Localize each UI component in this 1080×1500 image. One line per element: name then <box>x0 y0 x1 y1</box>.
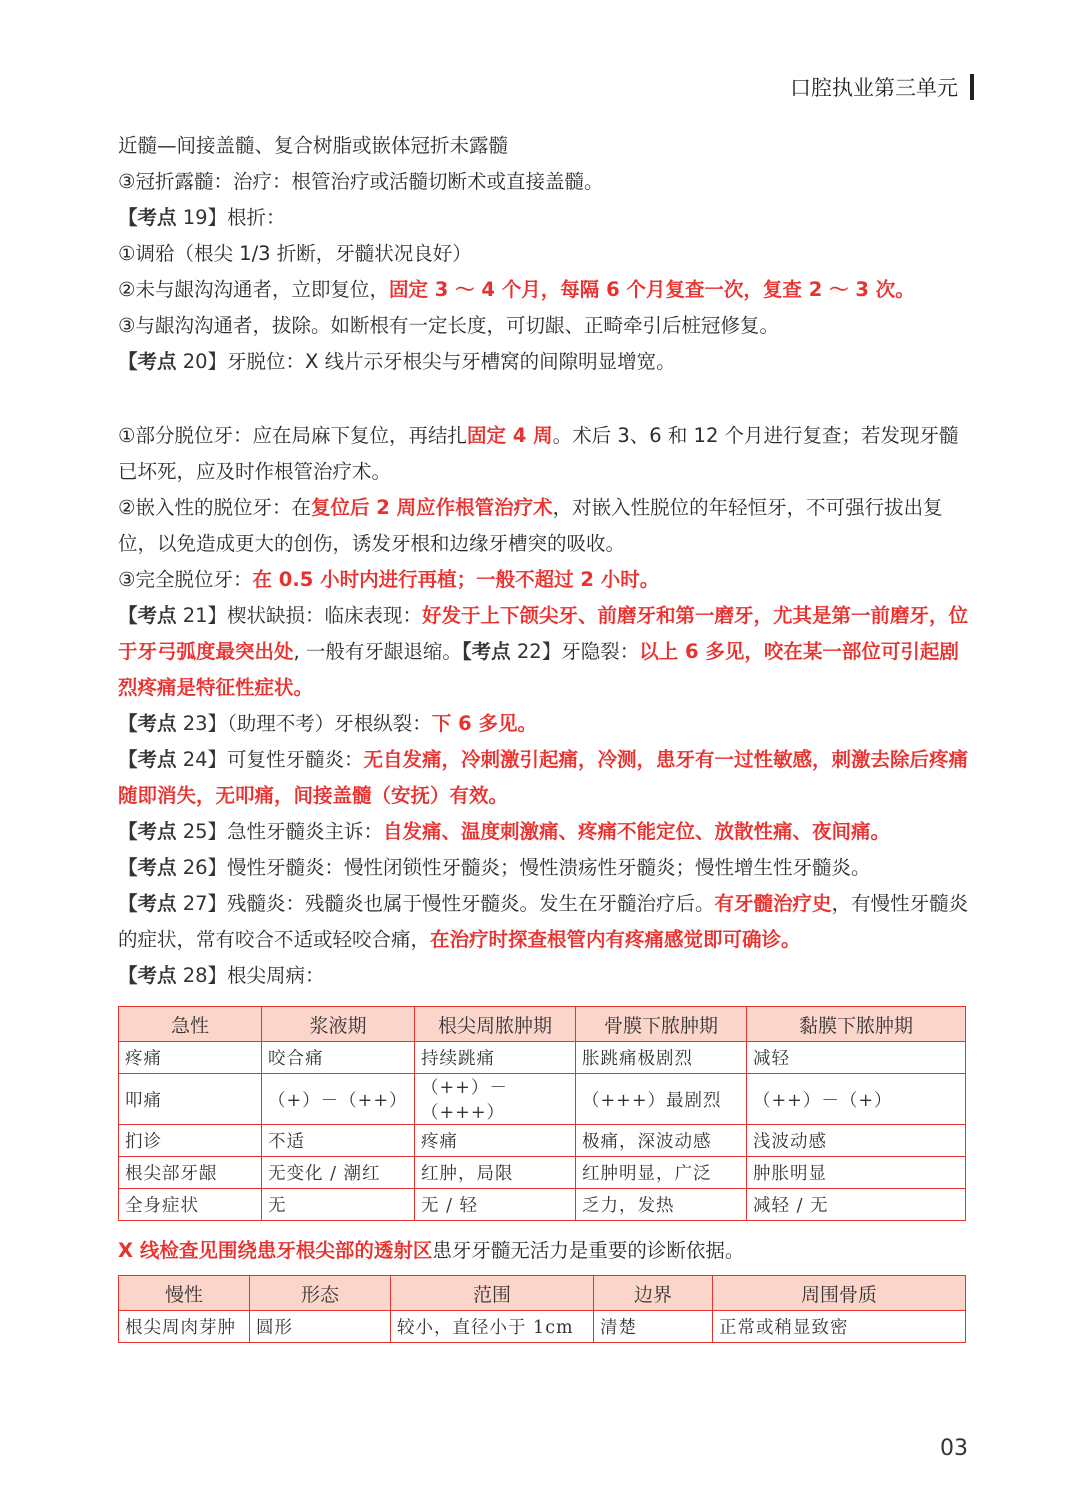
highlight-text: 在 0.5 小时内进行再植；一般不超过 2 小时。 <box>252 568 660 591</box>
table-header-row <box>119 1007 966 1042</box>
text-paragraph: ①部分脱位牙：应在局麻下复位，再结扎固定 4 周。术后 3、6 和 12 个月进行复查；若发现牙髓已坏死，应及时作根管治疗术。 <box>118 424 959 483</box>
table-cell: 疼痛 <box>119 1042 262 1074</box>
chronic-periapical-table <box>118 1275 966 1343</box>
text-line: ③与龈沟沟通者，拔除。如断根有一定长度，可切龈、正畸牵引后桩冠修复。 <box>118 314 779 337</box>
table-cell: 肿胀明显 <box>747 1157 966 1189</box>
text-line: ①调𬌗（根尖 1/3 折断，牙髓状况良好） <box>118 242 472 265</box>
highlight-text: 无自发痛，冷刺激引起痛，冷测，患牙有一过性敏感，刺激去除后疼痛随即消失，无叩痛，间接盖髓（安抚）有效。 <box>118 748 969 807</box>
running-header <box>790 72 974 102</box>
table-cell: 根尖部牙龈 <box>119 1157 262 1189</box>
table-header-cell: 慢性 <box>119 1276 250 1311</box>
kaodian-24: 【考点 24】可复性牙髓炎：无自发痛，冷刺激引起痛，冷测，患牙有一过性敏感，刺激去除后疼痛随即消失，无叩痛，间接盖髓（安抚）有效。 <box>118 748 969 807</box>
table-header-cell: 边界 <box>594 1276 713 1311</box>
text-line: ③完全脱位牙：在 0.5 小时内进行再植；一般不超过 2 小时。 <box>118 568 660 591</box>
table-cell: 持续跳痛 <box>415 1042 576 1074</box>
table-cell: 乏力，发热 <box>576 1189 747 1221</box>
text-paragraph: ②嵌入性的脱位牙：在复位后 2 周应作根管治疗术，对嵌入性脱位的年轻恒牙，不可强行拔出复位，以免造成更大的创伤，诱发牙根和边缘牙槽突的吸收。 <box>118 496 943 555</box>
table-cell: 扪诊 <box>119 1125 262 1157</box>
table-cell: 无 / 轻 <box>415 1189 576 1221</box>
xray-note: X 线检查见围绕患牙根尖部的透射区患牙牙髓无活力是重要的诊断依据。 <box>118 1239 745 1262</box>
kaodian-25: 【考点 25】急性牙髓炎主诉：自发痛、温度刺激痛、疼痛不能定位、放散性痛、夜间痛。 <box>118 820 891 843</box>
table-cell: 无 <box>262 1189 415 1221</box>
table-cell: 减轻 <box>747 1042 966 1074</box>
table-cell: （++）－（+++） <box>415 1074 576 1125</box>
text-line: 近髓—间接盖髓、复合树脂或嵌体冠折未露髓 <box>118 134 509 157</box>
table-cell: 无变化 / 潮红 <box>262 1157 415 1189</box>
kaodian-20: 【考点 20】牙脱位：X 线片示牙根尖与牙槽窝的间隙明显增宽。 <box>118 350 676 373</box>
table-cell: 清楚 <box>594 1311 713 1343</box>
highlight-text: 自发痛、温度刺激痛、疼痛不能定位、放散性痛、夜间痛。 <box>383 820 891 843</box>
table-row <box>119 1189 966 1221</box>
table-header-cell: 根尖周脓肿期 <box>415 1007 576 1042</box>
table-header-cell: 形态 <box>250 1276 391 1311</box>
highlight-text: 下 6 多见。 <box>431 712 537 735</box>
table-header-cell: 浆液期 <box>262 1007 415 1042</box>
table-cell: 极痛，深波动感 <box>576 1125 747 1157</box>
table-cell: 较小，直径小于 1cm <box>391 1311 594 1343</box>
table-header-row <box>119 1276 966 1311</box>
text-line: ③冠折露髓：治疗：根管治疗或活髓切断术或直接盖髓。 <box>118 170 604 193</box>
table-cell: 红肿明显，广泛 <box>576 1157 747 1189</box>
table-cell: 不适 <box>262 1125 415 1157</box>
highlight-text: 有牙髓治疗史 <box>714 892 832 915</box>
highlight-text: 固定 4 周 <box>466 424 553 447</box>
kaodian-27: 【考点 27】残髓炎：残髓炎也属于慢性牙髓炎。发生在牙髓治疗后。有牙髓治疗史，有慢性牙髓炎的症状，常有咬合不适或轻咬合痛，在治疗时探查根管内有疼痛感觉即可确诊。 <box>118 892 969 951</box>
table-header-cell: 黏膜下脓肿期 <box>747 1007 966 1042</box>
kaodian-28: 【考点 28】根尖周病： <box>118 964 325 987</box>
acute-periapical-table <box>118 1006 966 1221</box>
table-header-cell: 骨膜下脓肿期 <box>576 1007 747 1042</box>
table-cell: 减轻 / 无 <box>747 1189 966 1221</box>
highlight-text: X 线检查见围绕患牙根尖部的透射区 <box>118 1239 433 1262</box>
table-cell: 全身症状 <box>119 1189 262 1221</box>
table-cell: （+++）最剧烈 <box>576 1074 747 1125</box>
table-cell: （++）－（+） <box>747 1074 966 1125</box>
table-cell: 叩痛 <box>119 1074 262 1125</box>
spacer <box>118 380 970 418</box>
highlight-text: 固定 3 ～ 4 个月，每隔 6 个月复查一次，复查 2 ～ 3 次。 <box>388 278 915 301</box>
table-row <box>119 1311 966 1343</box>
table-row <box>119 1042 966 1074</box>
table-cell: 根尖周肉芽肿 <box>119 1311 250 1343</box>
highlight-text: 复位后 2 周应作根管治疗术 <box>310 496 553 519</box>
header-bar <box>970 74 974 100</box>
text-line: ②未与龈沟沟通者，立即复位，固定 3 ～ 4 个月，每隔 6 个月复查一次，复查 2 ～ 3 次。 <box>118 278 915 301</box>
highlight-text: 好发于上下颌尖牙、前磨牙和第一磨牙，尤其是第一前磨牙，位于牙弓弧度最突出处 <box>118 604 969 663</box>
table-cell: （+）－（++） <box>262 1074 415 1125</box>
table-cell: 红肿，局限 <box>415 1157 576 1189</box>
page-number: 03 <box>940 1436 968 1461</box>
highlight-text: 以上 6 多见，咬在某一部位可引起剧烈疼痛是特征性症状。 <box>118 640 959 699</box>
highlight-text: 在治疗时探查根管内有疼痛感觉即可确诊。 <box>430 928 801 951</box>
kaodian-19: 【考点 19】根折： <box>118 206 286 229</box>
kaodian-26: 【考点 26】慢性牙髓炎：慢性闭锁性牙髓炎；慢性溃疡性牙髓炎；慢性增生性牙髓炎。 <box>118 856 871 879</box>
table-header-cell: 急性 <box>119 1007 262 1042</box>
table-cell: 圆形 <box>250 1311 391 1343</box>
table-cell: 咬合痛 <box>262 1042 415 1074</box>
header-title: 口腔执业第三单元 <box>790 76 958 100</box>
table-row <box>119 1125 966 1157</box>
table-cell: 疼痛 <box>415 1125 576 1157</box>
kaodian-21-22: 【考点 21】楔状缺损：临床表现：好发于上下颌尖牙、前磨牙和第一磨牙，尤其是第一前磨牙，位于牙弓弧度最突出处, 一般有牙龈退缩。【考点 22】牙隐裂：以上 6 多见，咬在某一部位可引起剧烈疼痛是特征性症状。 <box>118 604 969 699</box>
table-row <box>119 1157 966 1189</box>
table-header-cell: 范围 <box>391 1276 594 1311</box>
table-row <box>119 1074 966 1125</box>
table-cell: 正常或稍显致密 <box>713 1311 966 1343</box>
table-cell: 浅波动感 <box>747 1125 966 1157</box>
table-cell: 胀跳痛极剧烈 <box>576 1042 747 1074</box>
page-content <box>118 128 970 1343</box>
table-header-cell: 周围骨质 <box>713 1276 966 1311</box>
kaodian-23: 【考点 23】（助理不考）牙根纵裂：下 6 多见。 <box>118 712 537 735</box>
